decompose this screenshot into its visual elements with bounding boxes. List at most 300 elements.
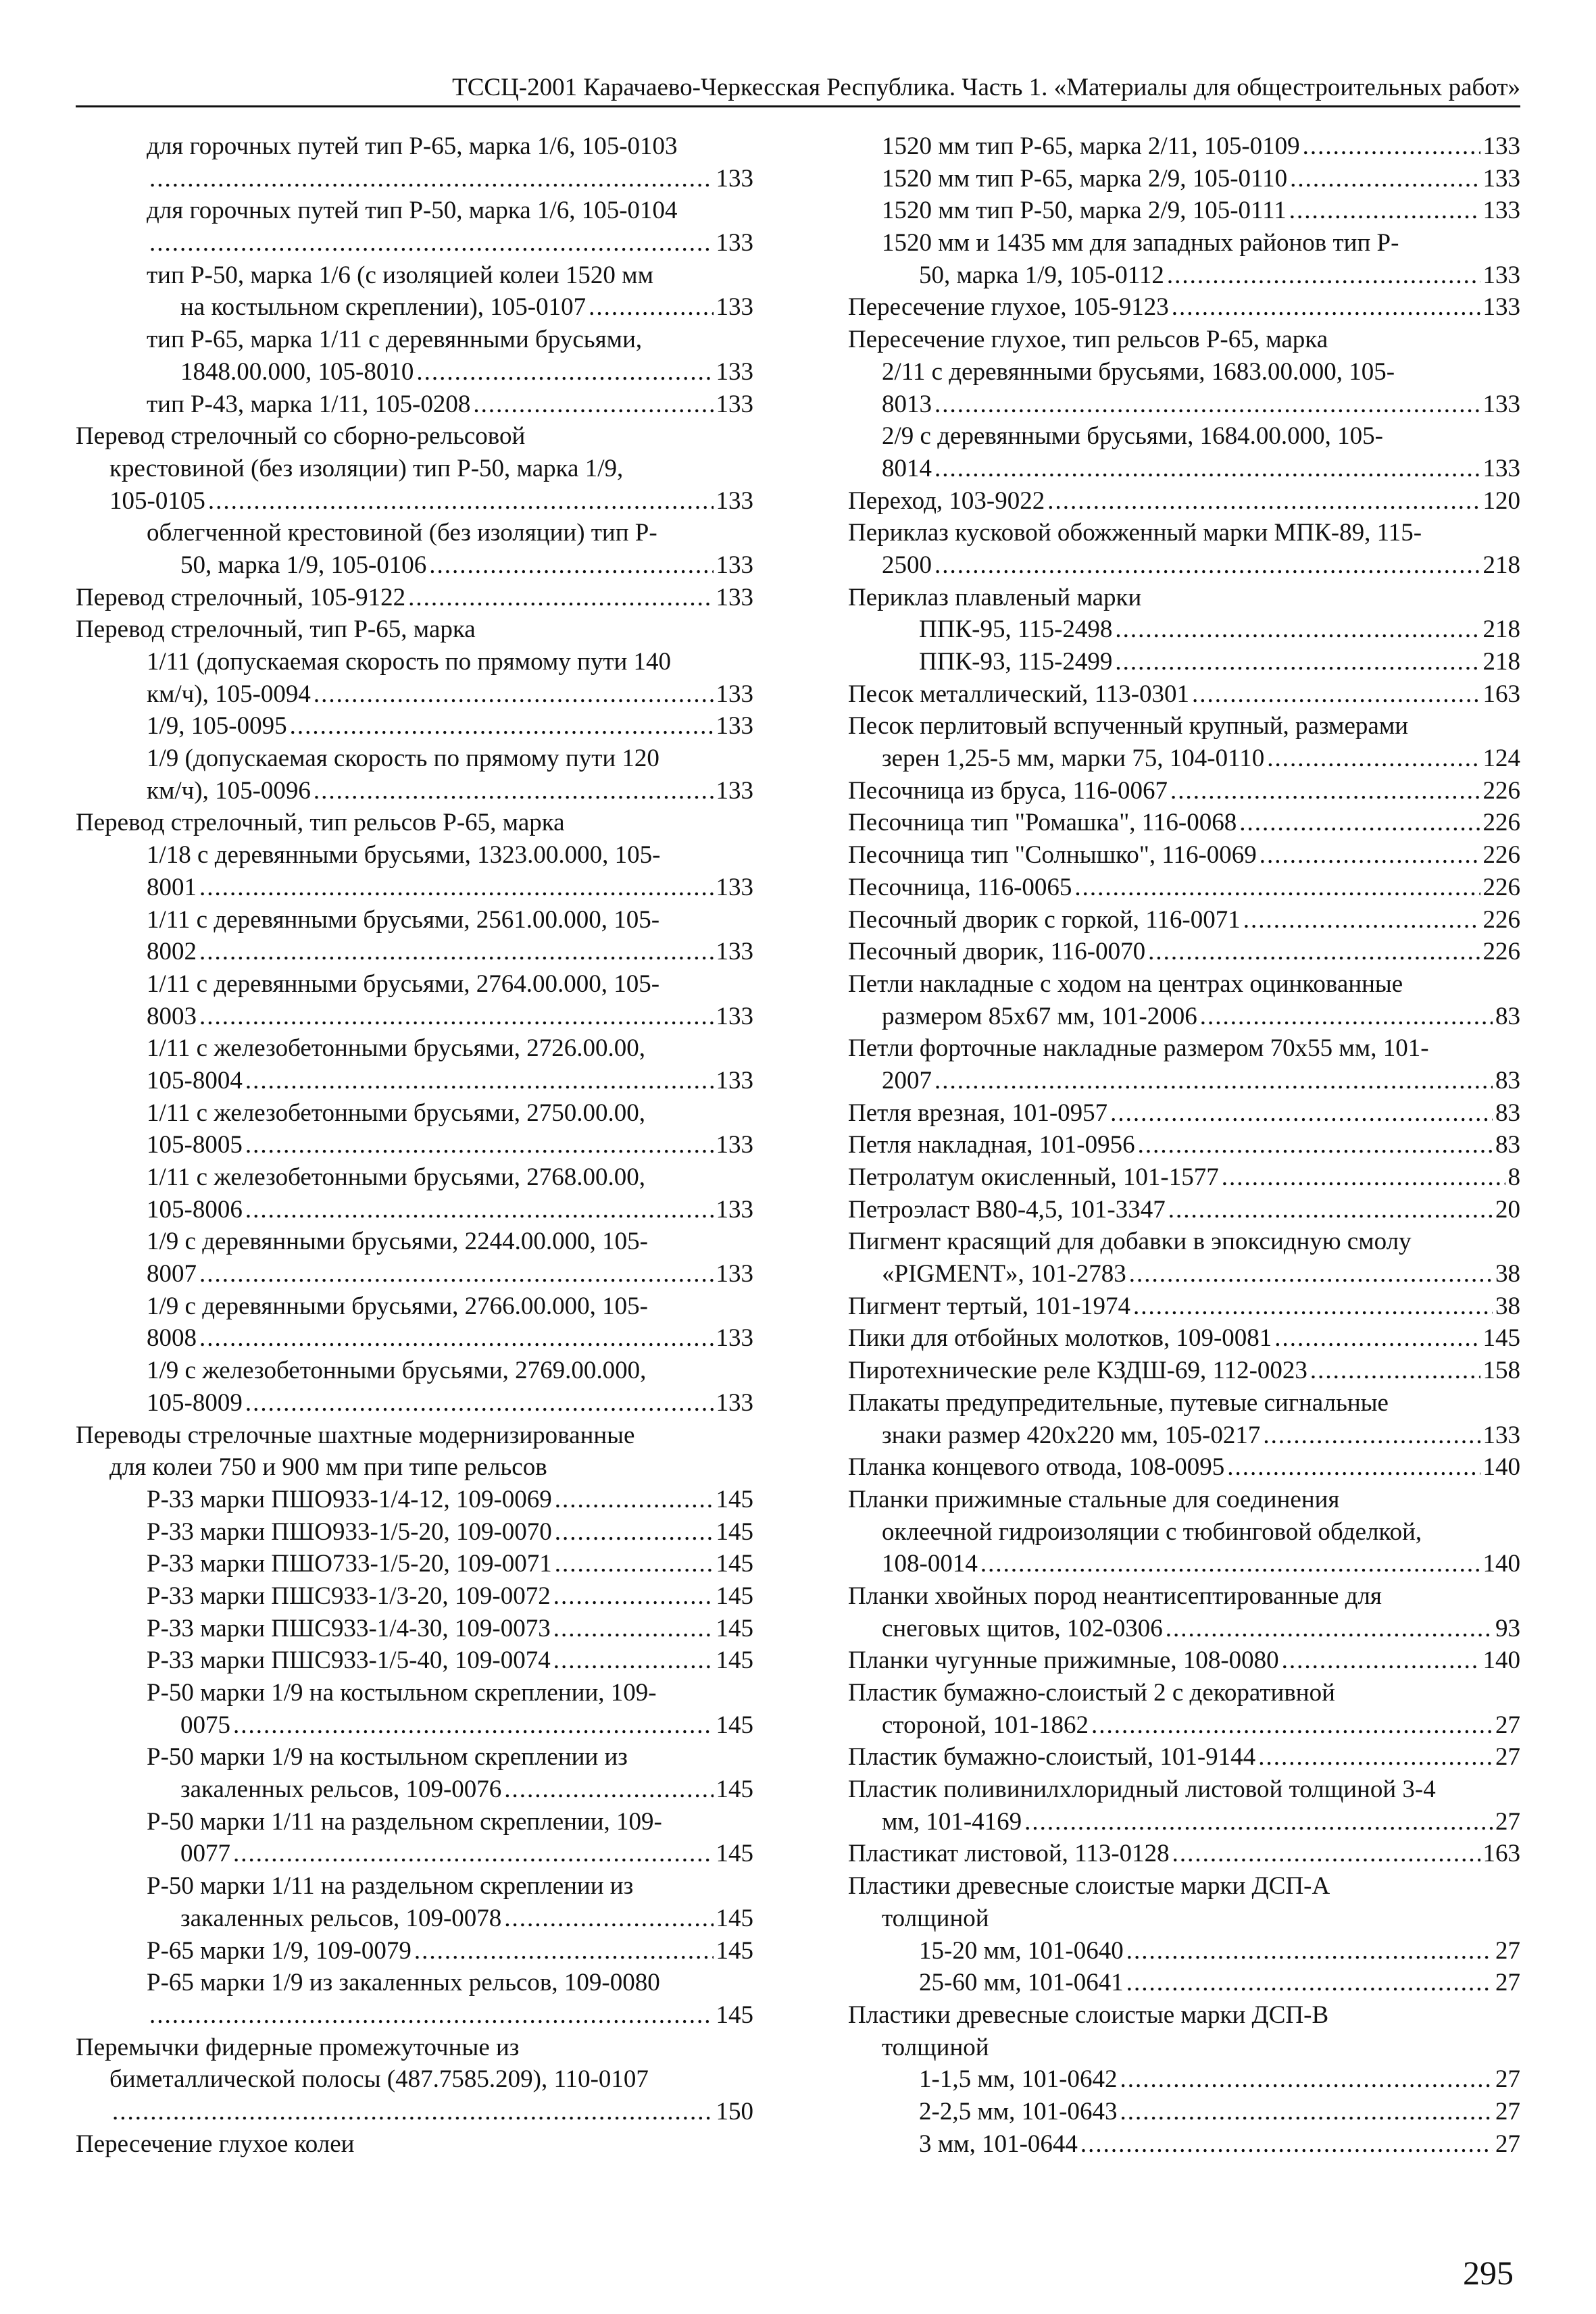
entry-page-number: 83 xyxy=(1495,1066,1520,1095)
dot-leader xyxy=(553,1644,714,1677)
running-header: ТССЦ-2001 Карачаево-Черкесская Республика. Часть 1. «Материалы для общестроительных работ» xyxy=(452,74,1520,101)
index-entry-line xyxy=(848,743,1520,775)
index-entry-line xyxy=(848,1548,1520,1580)
index-entry-line xyxy=(76,1065,753,1097)
entry-text: Пересечение глухое колеи xyxy=(76,2130,355,2158)
index-entry-line xyxy=(848,1838,1520,1870)
entry-text: 8007 xyxy=(147,1260,197,1288)
entry-text: Перевод стрелочный, тип рельсов Р-65, марка xyxy=(76,809,565,837)
entry-page-number: 27 xyxy=(1495,1743,1520,1771)
index-entry-line xyxy=(76,678,753,711)
entry-text: 1520 мм тип Р-65, марка 2/11, 105-0109 xyxy=(882,132,1300,160)
index-entry-line xyxy=(848,388,1520,421)
index-entry-line xyxy=(76,839,753,872)
entry-text: ППК-95, 115-2498 xyxy=(919,615,1113,644)
index-entry-line xyxy=(76,1355,753,1387)
index-entry-line xyxy=(76,1935,753,1967)
entry-text: Петля врезная, 101-0957 xyxy=(848,1099,1108,1127)
entry-page-number: 93 xyxy=(1495,1614,1520,1642)
index-entry-line xyxy=(848,1290,1520,1323)
dot-leader xyxy=(199,1322,714,1355)
entry-text: 15-20 мм, 101-0640 xyxy=(919,1936,1124,1965)
entry-page-number: 124 xyxy=(1482,745,1520,773)
dot-leader xyxy=(414,1935,714,1967)
entry-text: 1848.00.000, 105-8010 xyxy=(180,357,414,386)
index-entry-line xyxy=(848,1774,1520,1806)
entry-text: Р-50 марки 1/11 на раздельном скреплении из xyxy=(147,1872,634,1901)
entry-page-number: 133 xyxy=(1482,197,1520,225)
index-entry-line xyxy=(848,1194,1520,1226)
index-entry-line xyxy=(76,195,753,227)
entry-text: Переводы стрелочные шахтные модернизированные xyxy=(76,1421,635,1449)
index-entry-line xyxy=(76,1001,753,1033)
dot-leader xyxy=(1120,2096,1493,2128)
entry-text: Песочница тип "Солнышко", 116-0069 xyxy=(848,841,1257,870)
dot-leader xyxy=(1024,1806,1493,1838)
entry-page-number: 133 xyxy=(1482,454,1520,482)
index-entry-line xyxy=(76,259,753,292)
entry-page-number: 120 xyxy=(1482,486,1520,515)
entry-text: Песок перлитовый вспученный крупный, размерами xyxy=(848,712,1409,740)
entry-text: км/ч), 105-0094 xyxy=(147,680,311,708)
entry-page-number: 38 xyxy=(1495,1292,1520,1320)
entry-text: 1520 мм тип Р-50, марка 2/9, 105-0111 xyxy=(882,197,1287,225)
index-entry-line xyxy=(848,1387,1520,1419)
dot-leader xyxy=(1260,839,1480,872)
dot-leader xyxy=(1148,936,1480,968)
index-entry-line xyxy=(848,130,1520,163)
entry-text: 105-8005 xyxy=(147,1131,243,1159)
index-entry-line xyxy=(76,2128,753,2161)
entry-page-number: 145 xyxy=(716,1776,753,1804)
index-entry-line xyxy=(848,839,1520,872)
index-entry-line xyxy=(848,1129,1520,1161)
index-entry-line xyxy=(76,1290,753,1323)
dot-leader xyxy=(980,1548,1480,1580)
entry-text: размером 85x67 мм, 101-2006 xyxy=(882,1002,1197,1030)
entry-text: Р-33 марки ПШС933-1/5-40, 109-0074 xyxy=(147,1646,551,1675)
entry-text: оклеечной гидроизоляции с тюбинговой обделкой, xyxy=(882,1517,1422,1546)
page-number: 295 xyxy=(1463,2254,1514,2292)
index-entry-line xyxy=(76,1709,753,1742)
dot-leader xyxy=(1115,646,1480,678)
dot-leader xyxy=(1115,613,1480,646)
index-entry-line xyxy=(76,872,753,904)
entry-page-number: 226 xyxy=(1482,938,1520,966)
entry-text: 105-8009 xyxy=(147,1388,243,1417)
entry-page-number: 133 xyxy=(716,1260,753,1288)
entry-text: 1/9 с деревянными брусьями, 2766.00.000, 105- xyxy=(147,1292,648,1320)
entry-text: 25-60 мм, 101-0641 xyxy=(919,1969,1124,1997)
entry-page-number: 145 xyxy=(716,1582,753,1610)
entry-text: Петроэласт В80-4,5, 101-3347 xyxy=(848,1195,1166,1224)
index-entry-line xyxy=(76,1870,753,1903)
index-entry-line xyxy=(848,1741,1520,1774)
dot-leader xyxy=(1167,259,1480,292)
entry-text: 3 мм, 101-0644 xyxy=(919,2130,1078,2158)
entry-text: Р-65 марки 1/9, 109-0079 xyxy=(147,1936,412,1965)
entry-page-number: 133 xyxy=(716,776,753,805)
entry-text: толщиной xyxy=(882,2033,989,2061)
entry-text: Периклаз кусковой обожженный марки МПК-89, 115- xyxy=(848,519,1422,547)
entry-text: 0077 xyxy=(180,1840,230,1868)
entry-page-number: 145 xyxy=(716,1614,753,1642)
dot-leader xyxy=(555,1516,714,1549)
index-entry-line xyxy=(848,1001,1520,1033)
index-entry-line xyxy=(76,968,753,1001)
dot-leader xyxy=(1227,1451,1480,1484)
entry-page-number: 27 xyxy=(1495,1711,1520,1739)
entry-text: Перевод стрелочный со сборно-рельсовой xyxy=(76,422,526,451)
entry-page-number: 83 xyxy=(1495,1002,1520,1030)
index-entry-line xyxy=(848,356,1520,388)
entry-text: биметаллической полосы (487.7585.209), 110-0107 xyxy=(109,2065,649,2094)
index-entry-line xyxy=(76,1226,753,1258)
entry-page-number: 8 xyxy=(1507,1163,1520,1191)
entry-page-number: 133 xyxy=(716,551,753,579)
entry-text: закаленных рельсов, 109-0076 xyxy=(180,1776,502,1804)
index-entry-line xyxy=(76,1774,753,1806)
entry-text: 2/9 с деревянными брусьями, 1684.00.000, 105- xyxy=(882,422,1383,451)
index-entry-line xyxy=(76,1677,753,1709)
entry-page-number: 226 xyxy=(1482,905,1520,934)
entry-text: Пересечение глухое, тип рельсов Р-65, марка xyxy=(848,326,1328,354)
index-entry-line xyxy=(848,517,1520,549)
dot-leader xyxy=(1289,195,1480,227)
index-entry-line xyxy=(848,2063,1520,2096)
entry-text: на костыльном скреплении), 105-0107 xyxy=(180,293,587,322)
dot-leader xyxy=(149,227,714,259)
index-entry-line xyxy=(76,1451,753,1484)
dot-leader xyxy=(1133,1290,1493,1323)
entry-page-number: 133 xyxy=(716,1388,753,1417)
index-entry-line xyxy=(848,1065,1520,1097)
index-entry-line xyxy=(76,420,753,453)
dot-leader xyxy=(112,2096,714,2128)
entry-page-number: 133 xyxy=(716,873,753,901)
dot-leader xyxy=(314,775,714,807)
entry-text: 50, марка 1/9, 105-0106 xyxy=(180,551,427,579)
index-entry-line xyxy=(76,2096,753,2128)
index-entry-line xyxy=(76,2032,753,2064)
index-entry-line xyxy=(848,936,1520,968)
entry-text: закаленных рельсов, 109-0078 xyxy=(180,1904,502,1932)
dot-leader xyxy=(1170,775,1480,807)
index-entry-line xyxy=(848,1613,1520,1645)
entry-text: Песочный дворик с горкой, 116-0071 xyxy=(848,905,1241,934)
index-entry-line xyxy=(848,710,1520,743)
index-entry-line xyxy=(848,2032,1520,2064)
index-entry-line xyxy=(848,1644,1520,1677)
dot-leader xyxy=(1047,485,1480,518)
entry-text: Р-33 марки ПШС933-1/3-20, 109-0072 xyxy=(147,1582,551,1610)
entry-text: ППК-93, 115-2499 xyxy=(919,648,1113,676)
index-entry-line xyxy=(76,1161,753,1194)
entry-page-number: 133 xyxy=(716,1066,753,1095)
entry-text: 1520 мм тип Р-65, марка 2/9, 105-0110 xyxy=(882,164,1288,193)
entry-page-number: 83 xyxy=(1495,1099,1520,1127)
entry-page-number: 133 xyxy=(1482,132,1520,160)
index-entry-line xyxy=(848,775,1520,807)
dot-leader xyxy=(1239,807,1480,839)
index-entry-line xyxy=(76,1032,753,1065)
entry-text: Плакаты предупредительные, путевые сигнальные xyxy=(848,1388,1389,1417)
dot-leader xyxy=(1091,1709,1493,1742)
entry-page-number: 145 xyxy=(716,2001,753,2029)
entry-text: Р-50 марки 1/11 на раздельном скреплении, 109- xyxy=(147,1807,662,1836)
dot-leader xyxy=(199,872,714,904)
entry-page-number: 27 xyxy=(1495,2065,1520,2094)
index-entry-line xyxy=(76,1194,753,1226)
dot-leader xyxy=(555,1548,714,1580)
entry-text: Пластикат листовой, 113-0128 xyxy=(848,1840,1170,1868)
entry-text: 1/11 с железобетонными брусьями, 2726.00.00, xyxy=(147,1034,646,1063)
entry-page-number: 140 xyxy=(1482,1453,1520,1482)
entry-text: Перевод стрелочный, тип Р-65, марка xyxy=(76,615,476,644)
dot-leader xyxy=(1310,1355,1480,1387)
entry-text: облегченной крестовиной (без изоляции) тип Р- xyxy=(147,519,657,547)
entry-page-number: 133 xyxy=(716,1195,753,1224)
index-entry-line xyxy=(848,324,1520,356)
index-entry-line xyxy=(76,1741,753,1774)
dot-leader xyxy=(473,388,713,421)
index-entry-line xyxy=(848,195,1520,227)
index-entry-line xyxy=(76,582,753,614)
dot-leader xyxy=(1263,1419,1480,1452)
index-entry-line xyxy=(848,1322,1520,1355)
entry-page-number: 133 xyxy=(716,357,753,386)
entry-text: Пиротехнические реле КЗДШ-69, 112-0023 xyxy=(848,1357,1307,1385)
entry-text: Р-33 марки ПШО933-1/5-20, 109-0070 xyxy=(147,1517,552,1546)
dot-leader xyxy=(1282,1644,1480,1677)
index-entry-line xyxy=(848,1258,1520,1290)
dot-leader xyxy=(416,356,713,388)
entry-text: Планки прижимные стальные для соединения xyxy=(848,1485,1340,1513)
entry-text: Р-50 марки 1/9 на костыльном скреплении из xyxy=(147,1743,628,1771)
dot-leader xyxy=(314,678,714,711)
entry-text: Пластик бумажно-слоистый 2 с декоративной xyxy=(848,1679,1335,1707)
entry-text: 8002 xyxy=(147,938,197,966)
index-column-left xyxy=(76,130,753,2160)
index-entry-line xyxy=(76,1999,753,2032)
dot-leader xyxy=(1200,1001,1493,1033)
dot-leader xyxy=(233,1838,714,1870)
entry-text: 8003 xyxy=(147,1002,197,1030)
header-rule xyxy=(76,105,1520,107)
index-entry-line xyxy=(848,968,1520,1001)
index-entry-line xyxy=(76,936,753,968)
entry-text: Перевод стрелочный, 105-9122 xyxy=(76,583,406,611)
index-entry-line xyxy=(76,324,753,356)
dot-leader xyxy=(1192,678,1480,711)
index-entry-line xyxy=(848,904,1520,936)
entry-text: Петля накладная, 101-0956 xyxy=(848,1131,1135,1159)
dot-leader xyxy=(1243,904,1480,936)
entry-page-number: 20 xyxy=(1495,1195,1520,1224)
entry-text: 8013 xyxy=(882,390,932,418)
entry-text: тип Р-65, марка 1/11 с деревянными брусьями, xyxy=(147,326,643,354)
entry-text: 1/11 с железобетонными брусьями, 2768.00.00, xyxy=(147,1163,646,1191)
dot-leader xyxy=(1303,130,1480,163)
dot-leader xyxy=(199,1258,714,1290)
index-entry-line xyxy=(76,1097,753,1130)
entry-text: толщиной xyxy=(882,1904,989,1932)
dot-leader xyxy=(1172,291,1480,324)
index-entry-line xyxy=(76,807,753,839)
dot-leader xyxy=(199,936,714,968)
index-entry-line xyxy=(848,1484,1520,1516)
dot-leader xyxy=(504,1774,713,1806)
entry-page-number: 145 xyxy=(716,1550,753,1578)
index-entry-line xyxy=(848,549,1520,582)
entry-text: 1520 мм и 1435 мм для западных районов тип Р- xyxy=(882,229,1399,257)
index-entry-line xyxy=(848,613,1520,646)
dot-leader xyxy=(1267,743,1480,775)
entry-text: Р-65 марки 1/9 из закаленных рельсов, 109-0080 xyxy=(147,1969,660,1997)
dot-leader xyxy=(504,1903,713,1935)
dot-leader xyxy=(555,1484,714,1516)
entry-text: 1/11 (допускаемая скорость по прямому пути 140 xyxy=(147,648,672,676)
entry-page-number: 133 xyxy=(1482,261,1520,289)
entry-text: 8014 xyxy=(882,454,932,482)
entry-text: тип Р-43, марка 1/11, 105-0208 xyxy=(147,390,471,418)
entry-page-number: 140 xyxy=(1482,1646,1520,1675)
entry-text: 1/11 с железобетонными брусьями, 2750.00.00, xyxy=(147,1099,646,1127)
index-entry-line xyxy=(848,678,1520,711)
index-entry-line xyxy=(76,1613,753,1645)
index-entry-line xyxy=(76,1806,753,1838)
entry-text: км/ч), 105-0096 xyxy=(147,776,311,805)
dot-leader xyxy=(245,1194,714,1226)
entry-text: снеговых щитов, 102-0306 xyxy=(882,1614,1163,1642)
index-entry-line xyxy=(76,291,753,324)
entry-page-number: 145 xyxy=(716,1646,753,1675)
entry-page-number: 27 xyxy=(1495,1969,1520,1997)
index-entry-line xyxy=(76,1644,753,1677)
index-entry-line xyxy=(848,420,1520,453)
dot-leader xyxy=(553,1580,714,1613)
entry-text: 8001 xyxy=(147,873,197,901)
index-entry-line xyxy=(848,291,1520,324)
index-entry-line xyxy=(848,1999,1520,2032)
index-entry-line xyxy=(848,227,1520,259)
index-entry-line xyxy=(848,1161,1520,1194)
dot-leader xyxy=(1166,1613,1493,1645)
dot-leader xyxy=(245,1387,714,1419)
entry-text: 1/9, 105-0095 xyxy=(147,712,287,740)
entry-text: Р-33 марки ПШС933-1/4-30, 109-0073 xyxy=(147,1614,551,1642)
entry-text: Песок металлический, 113-0301 xyxy=(848,680,1190,708)
entry-text: Пластики древесные слоистые марки ДСП-В xyxy=(848,2001,1329,2029)
index-entry-line xyxy=(848,1677,1520,1709)
entry-text: Периклаз плавленый марки xyxy=(848,583,1142,611)
index-entry-line xyxy=(76,1580,753,1613)
entry-page-number: 145 xyxy=(716,1936,753,1965)
entry-page-number: 133 xyxy=(716,712,753,740)
index-entry-line xyxy=(76,356,753,388)
entry-text: 2500 xyxy=(882,551,932,579)
entry-text: Пластик поливинилхлоридный листовой толщиной 3-4 xyxy=(848,1776,1436,1804)
index-entry-line xyxy=(848,1097,1520,1130)
entry-text: 2/11 с деревянными брусьями, 1683.00.000, 105- xyxy=(882,357,1395,386)
entry-page-number: 163 xyxy=(1482,680,1520,708)
index-entry-line xyxy=(848,1870,1520,1903)
dot-leader xyxy=(1172,1838,1480,1870)
entry-text: 105-8004 xyxy=(147,1066,243,1095)
entry-page-number: 133 xyxy=(716,1131,753,1159)
index-entry-line xyxy=(848,1580,1520,1613)
entry-text: 108-0014 xyxy=(882,1550,978,1578)
index-entry-line xyxy=(848,453,1520,485)
index-entry-line xyxy=(848,1419,1520,1452)
entry-text: Песочница тип "Ромашка", 116-0068 xyxy=(848,809,1237,837)
index-entry-line xyxy=(848,2096,1520,2128)
index-entry-line xyxy=(76,517,753,549)
index-entry-line xyxy=(76,2063,753,2096)
entry-text: Пересечение глухое, 105-9123 xyxy=(848,293,1169,322)
entry-page-number: 226 xyxy=(1482,809,1520,837)
entry-text: Планка концевого отвода, 108-0095 xyxy=(848,1453,1225,1482)
dot-leader xyxy=(589,291,713,324)
entry-text: Пики для отбойных молотков, 109-0081 xyxy=(848,1324,1272,1353)
dot-leader xyxy=(934,453,1480,485)
entry-page-number: 27 xyxy=(1495,1936,1520,1965)
entry-page-number: 218 xyxy=(1482,551,1520,579)
entry-text: для горочных путей тип Р-50, марка 1/6, 105-0104 xyxy=(147,197,678,225)
dot-leader xyxy=(1274,1322,1480,1355)
dot-leader xyxy=(1290,163,1480,195)
entry-page-number: 226 xyxy=(1482,841,1520,870)
entry-text: «PIGMENT», 101-2783 xyxy=(882,1260,1126,1288)
index-entry-line xyxy=(76,485,753,518)
index-entry-line xyxy=(76,613,753,646)
dot-leader xyxy=(1129,1258,1493,1290)
entry-page-number: 27 xyxy=(1495,2130,1520,2158)
index-entry-line xyxy=(848,163,1520,195)
index-entry-line xyxy=(76,1548,753,1580)
entry-text: 1/9 с деревянными брусьями, 2244.00.000, 105- xyxy=(147,1228,648,1256)
entry-page-number: 158 xyxy=(1482,1357,1520,1385)
entry-text: Пигмент красящий для добавки в эпоксидную смолу xyxy=(848,1228,1412,1256)
entry-text: Перемычки фидерные промежуточные из xyxy=(76,2033,520,2061)
dot-leader xyxy=(149,1999,714,2032)
index-entry-line xyxy=(76,227,753,259)
entry-page-number: 133 xyxy=(716,1324,753,1353)
dot-leader xyxy=(1126,1935,1493,1967)
entry-text: 1/11 с деревянными брусьями, 2764.00.000, 105- xyxy=(147,970,660,998)
entry-page-number: 226 xyxy=(1482,873,1520,901)
entry-text: 1/9 (допускаемая скорость по прямому пути 120 xyxy=(147,745,659,773)
entry-text: Пигмент тертый, 101-1974 xyxy=(848,1292,1131,1320)
entry-page-number: 145 xyxy=(1482,1324,1520,1353)
index-entry-line xyxy=(76,1322,753,1355)
entry-text: 50, марка 1/9, 105-0112 xyxy=(919,261,1164,289)
index-entry-line xyxy=(848,485,1520,518)
dot-leader xyxy=(290,710,714,743)
index-entry-line xyxy=(76,453,753,485)
entry-text: 1/18 с деревянными брусьями, 1323.00.000, 105- xyxy=(147,841,661,870)
index-entry-line xyxy=(848,1903,1520,1935)
entry-page-number: 133 xyxy=(716,938,753,966)
index-entry-line xyxy=(848,807,1520,839)
entry-page-number: 163 xyxy=(1482,1840,1520,1868)
entry-page-number: 27 xyxy=(1495,2097,1520,2126)
entry-text: Планки чугунные прижимные, 108-0080 xyxy=(848,1646,1279,1675)
entry-text: для горочных путей тип Р-65, марка 1/6, 105-0103 xyxy=(147,132,678,160)
entry-text: Песочница из бруса, 116-0067 xyxy=(848,776,1168,805)
entry-page-number: 133 xyxy=(716,164,753,193)
index-entry-line xyxy=(76,1516,753,1549)
